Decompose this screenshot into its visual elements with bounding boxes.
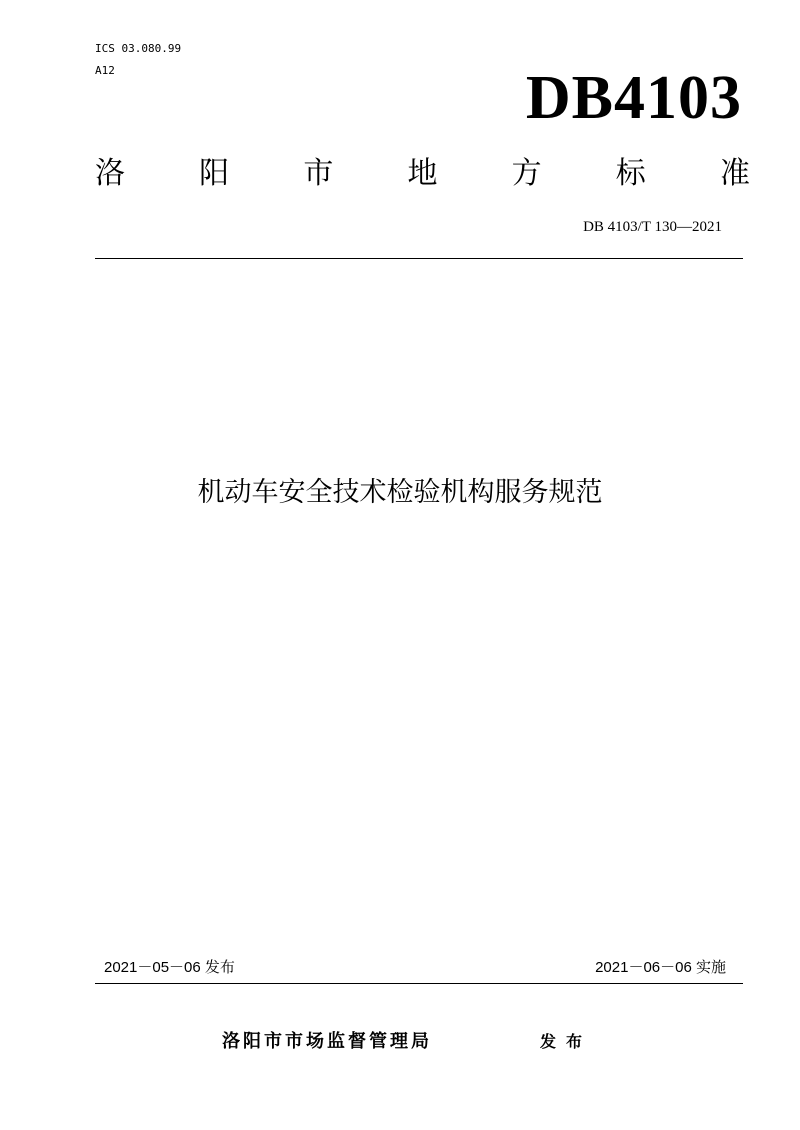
top-divider (95, 258, 743, 259)
standard-title-char: 准 (719, 156, 750, 191)
document-title: 机动车安全技术检验机构服务规范 (197, 477, 603, 508)
ics-code: ICS 03.080.99 (95, 42, 182, 55)
implement-date: 2021－06－06 实施 (595, 959, 726, 976)
standard-title-char: 地 (407, 156, 438, 191)
standard-title-char: 市 (303, 156, 334, 191)
standard-title-char: 方 (511, 156, 542, 191)
classification-code: A12 (95, 64, 115, 77)
publish-date: 2021－05－06 发布 (104, 959, 235, 976)
issuing-authority: 洛阳市市场监督管理局 (222, 1031, 432, 1052)
standard-title-char: 洛 (95, 156, 125, 191)
standard-number: DB 4103/T 130—2021 (583, 219, 722, 235)
standard-title-char: 阳 (199, 156, 230, 191)
issued-label: 发布 (540, 1032, 593, 1051)
standard-type-title (95, 152, 750, 196)
db-code-heading: DB4103 (525, 64, 742, 132)
bottom-divider (95, 983, 743, 984)
standard-title-char: 标 (615, 156, 646, 191)
